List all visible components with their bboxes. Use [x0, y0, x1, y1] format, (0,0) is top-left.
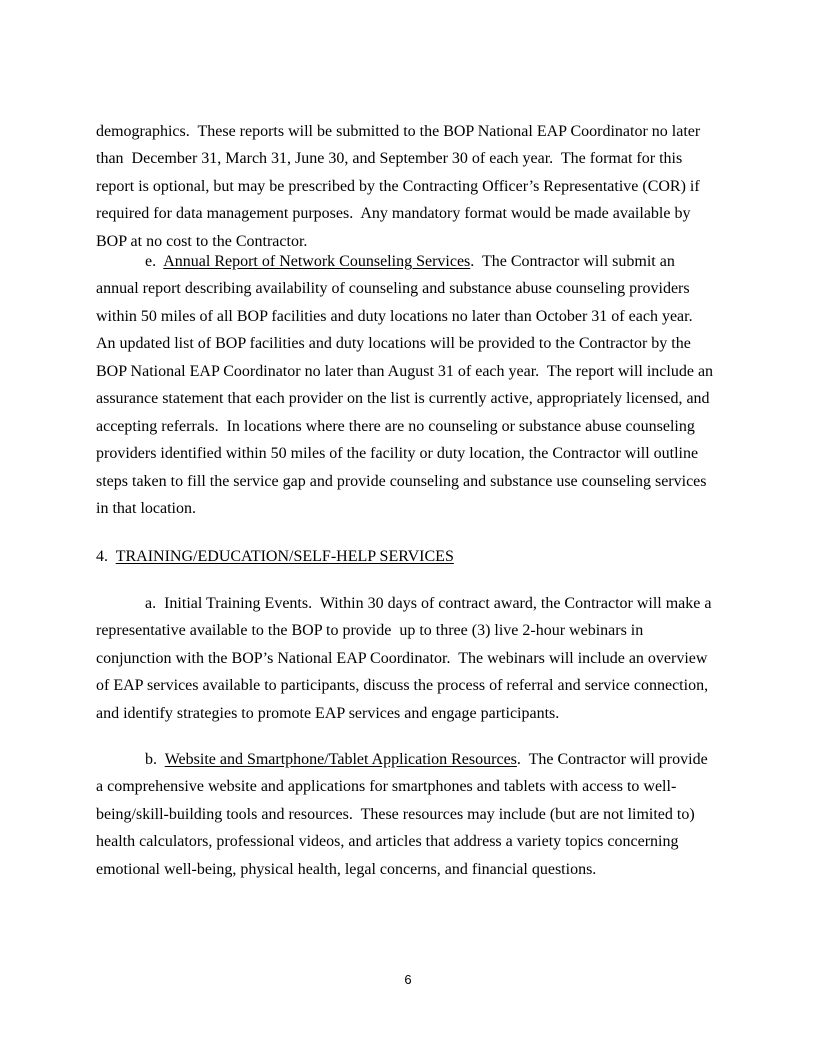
text-segment: within 50 miles of all BOP facilities and duty locations no later than October 31 of each year.	[96, 307, 693, 325]
text-line	[96, 358, 736, 385]
text-line	[96, 413, 736, 440]
paragraph-report-format	[96, 118, 736, 255]
underlined-title: Website and Smartphone/Tablet Application Resources	[164, 751, 517, 768]
text-segment: accepting referrals. In locations where there are no counseling or substance abuse counseling	[96, 417, 695, 435]
text-line	[96, 672, 736, 699]
text-segment: a. Initial Training Events. Within 30 days of contract award, the Contractor will make a	[145, 595, 712, 612]
text-line	[96, 773, 736, 800]
text-line	[96, 746, 736, 773]
text-line	[96, 275, 736, 302]
text-line	[96, 385, 736, 412]
text-line	[96, 645, 736, 672]
text-line	[96, 495, 736, 522]
text-segment: . The Contractor will submit an	[470, 253, 675, 270]
text-segment: . The Contractor will provide	[516, 751, 708, 768]
text-line	[96, 468, 736, 495]
text-line	[96, 118, 736, 145]
text-segment: 4.	[96, 548, 116, 565]
text-line	[96, 303, 736, 330]
text-segment: a comprehensive website and applications for smartphones and tablets with access to well-	[96, 778, 677, 796]
text-segment: report is optional, but may be prescribed by the Contracting Officer’s Representative (COR) if	[96, 177, 700, 195]
text-segment: e.	[145, 253, 164, 270]
text-segment: emotional well-being, physical health, legal concerns, and financial questions.	[96, 860, 597, 878]
section-heading-training	[96, 543, 736, 570]
text-line	[96, 617, 736, 644]
paragraph-initial-training	[96, 590, 736, 727]
text-segment: conjunction with the BOP’s National EAP Coordinator. The webinars will include an overview	[96, 649, 708, 667]
text-segment: assurance statement that each provider on the list is currently active, appropriately licensed, and	[96, 390, 710, 408]
text-line	[96, 200, 736, 227]
text-segment: providers identified within 50 miles of the facility or duty location, the Contractor will outline	[96, 445, 699, 463]
text-segment: representative available to the BOP to provide up to three (3) live 2-hour webinars in	[96, 622, 644, 640]
text-line	[96, 590, 736, 617]
text-segment: annual report describing availability of counseling and substance abuse counseling providers	[96, 280, 690, 298]
paragraph-website-resources	[96, 746, 736, 883]
text-segment: BOP National EAP Coordinator no later than August 31 of each year. The report will include an	[96, 362, 714, 380]
text-segment: steps taken to fill the service gap and provide counseling and substance use counseling services	[96, 472, 707, 490]
text-segment: than December 31, March 31, June 30, and September 30 of each year. The format for this	[96, 150, 683, 168]
paragraph-annual-report	[96, 248, 736, 522]
underlined-title: Annual Report of Network Counseling Services	[163, 253, 471, 270]
text-segment: health calculators, professional videos, and articles that address a variety topics concerning	[96, 833, 679, 851]
text-line	[96, 248, 736, 275]
text-line	[96, 828, 736, 855]
text-line	[96, 330, 736, 357]
text-segment: of EAP services available to participants, discuss the process of referral and service connection,	[96, 677, 709, 695]
text-segment: required for data management purposes. Any mandatory format would be made available by	[96, 205, 691, 223]
text-segment: in that location.	[96, 499, 196, 517]
text-line	[96, 145, 736, 172]
text-line	[96, 856, 736, 883]
text-segment: being/skill-building tools and resources. These resources may include (but are not limited to)	[96, 805, 695, 823]
text-line	[96, 801, 736, 828]
text-segment: An updated list of BOP facilities and duty locations will be provided to the Contractor by the	[96, 335, 691, 353]
text-line	[96, 173, 736, 200]
underlined-title: TRAINING/EDUCATION/SELF-HELP SERVICES	[115, 548, 454, 565]
text-segment: b.	[145, 751, 165, 768]
text-segment: and identify strategies to promote EAP services and engage participants.	[96, 704, 560, 722]
page-number: 6	[404, 972, 412, 987]
text-line	[96, 440, 736, 467]
text-line	[96, 543, 736, 570]
text-line	[96, 700, 736, 727]
text-segment: demographics. These reports will be submitted to the BOP National EAP Coordinator no later	[96, 123, 701, 140]
text-segment: BOP at no cost to the Contractor.	[96, 232, 308, 250]
